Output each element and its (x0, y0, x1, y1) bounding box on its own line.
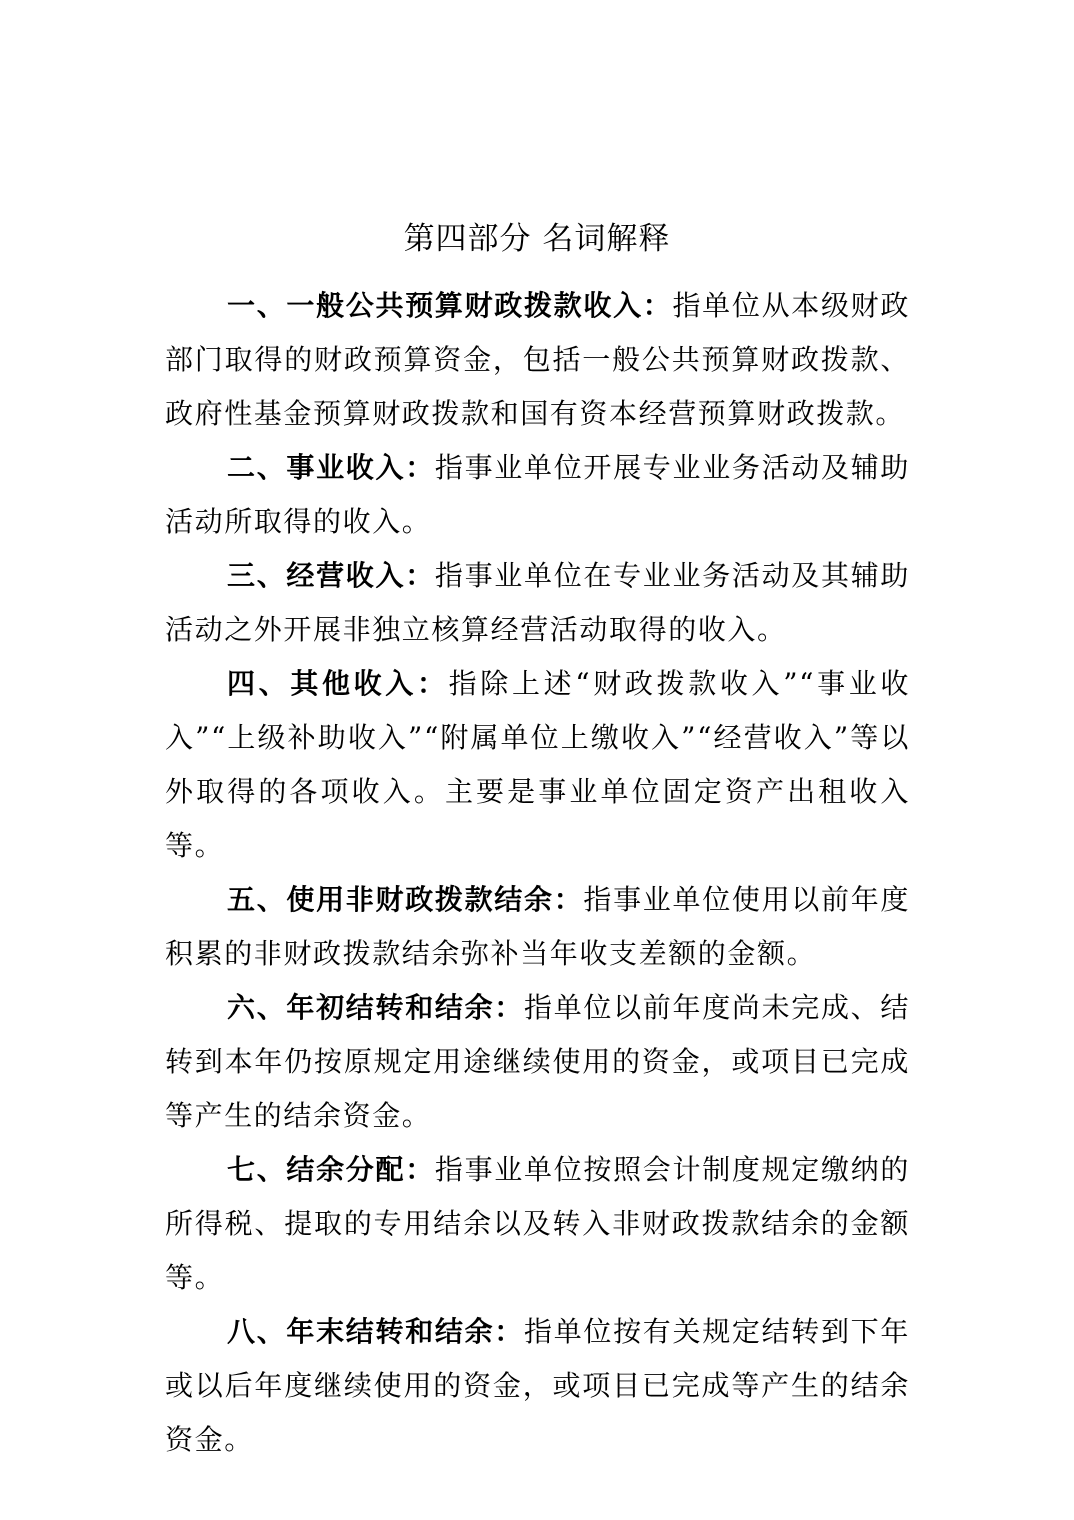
definition-text: 指除上述“财政拨款收入”“事业收入”“上级补助收入”“附属单位上缴收入”“经营收入”等以外取得的各项收入。主要是事业单位固定资产出租收入等。 (165, 667, 911, 862)
definition-paragraph (165, 549, 910, 657)
definition-paragraph (165, 981, 910, 1143)
definition-paragraph (165, 441, 910, 549)
definition-text: 指事业单位在专业业务活动及其辅助活动之外开展非独立核算经营活动取得的收入。 (165, 559, 910, 646)
definition-text: 指事业单位开展专业业务活动及辅助活动所取得的收入。 (165, 451, 910, 538)
definition-text: 指单位按有关规定结转到下年或以后年度继续使用的资金，或项目已完成等产生的结余资金。 (165, 1315, 910, 1456)
definition-term: 二、事业收入： (227, 451, 435, 484)
definition-term: 六、年初结转和结余： (227, 991, 524, 1024)
definition-term: 五、使用非财政拨款结余： (227, 883, 584, 916)
definition-paragraph (165, 1143, 910, 1305)
page-title: 第四部分 名词解释 (403, 221, 671, 257)
definition-text: 指单位以前年度尚未完成、结转到本年仍按原规定用途继续使用的资金，或项目已完成等产生的结余资金。 (165, 991, 910, 1132)
definition-text: 指单位从本级财政部门取得的财政预算资金，包括一般公共预算财政拨款、政府性基金预算财政拨款和国有资本经营预算财政拨款。 (165, 289, 910, 430)
definition-paragraph (165, 873, 910, 981)
definition-paragraph (165, 1305, 910, 1467)
definition-term: 三、经营收入： (227, 559, 435, 592)
definition-paragraph (165, 657, 910, 873)
definition-paragraph (165, 279, 910, 441)
definition-text: 指事业单位按照会计制度规定缴纳的所得税、提取的专用结余以及转入非财政拨款结余的金额等。 (165, 1153, 910, 1294)
definition-term: 八、年末结转和结余： (227, 1315, 524, 1348)
definition-term: 四、其他收入： (227, 667, 449, 700)
definition-term: 一、一般公共预算财政拨款收入： (227, 289, 673, 322)
definition-text: 指事业单位使用以前年度积累的非财政拨款结余弥补当年收支差额的金额。 (165, 883, 911, 970)
definitions-body (165, 279, 910, 1467)
definition-term: 七、结余分配： (227, 1153, 435, 1186)
